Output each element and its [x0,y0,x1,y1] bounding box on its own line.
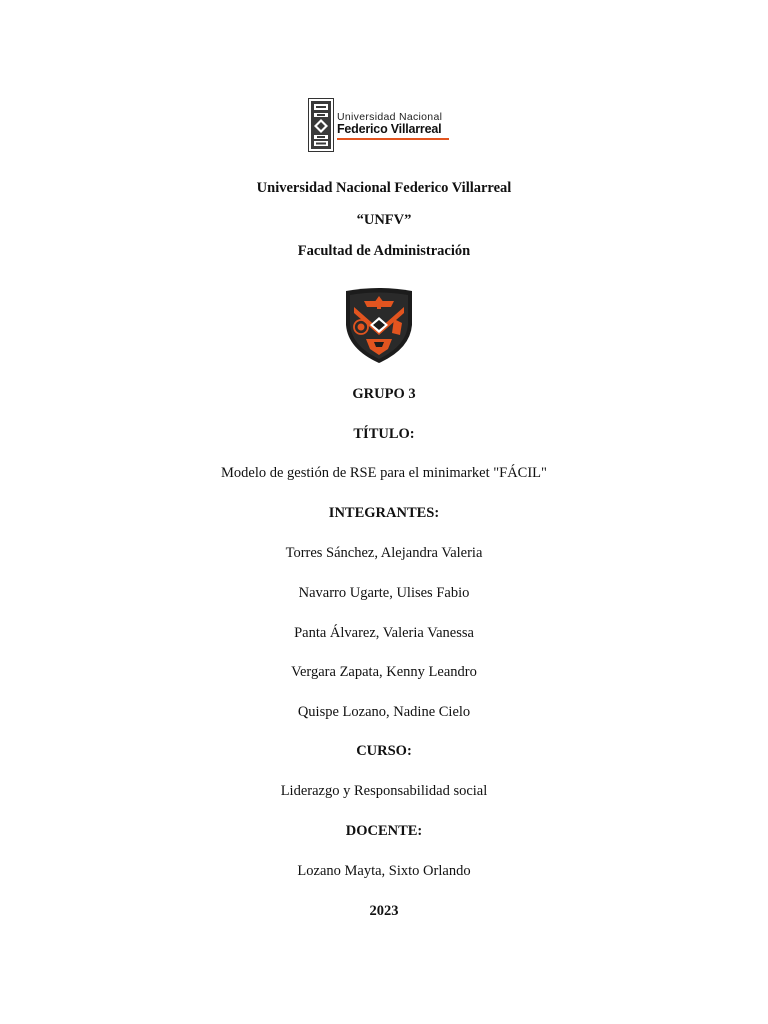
member-name: Torres Sánchez, Alejandra Valeria [285,545,483,561]
teacher-value: Lozano Mayta, Sixto Orlando [297,863,471,879]
member-name: Quispe Lozano, Nadine Cielo [297,704,471,720]
faculty-shield-icon [342,287,416,365]
members-label: INTEGRANTES: [328,505,440,521]
group-label: GRUPO 3 [352,386,416,402]
member-name: Navarro Ugarte, Ulises Fabio [298,585,470,601]
member-name: Vergara Zapata, Kenny Leandro [291,664,477,680]
university-emblem-icon [308,98,334,152]
logo-accent-rule [337,138,449,140]
university-logo [308,98,453,154]
logo-line-1: Universidad Nacional [337,111,443,123]
faculty-name: Facultad de Administración [297,243,471,259]
title-value: Modelo de gestión de RSE para el minimarket "FÁCIL" [221,465,547,481]
teacher-label: DOCENTE: [345,823,423,839]
title-label: TÍTULO: [353,426,415,442]
university-acronym: “UNFV” [356,212,412,228]
logo-line-2: Federico Villarreal [337,122,442,136]
course-label: CURSO: [356,743,412,759]
member-name: Panta Álvarez, Valeria Vanessa [294,625,474,641]
year: 2023 [369,903,399,919]
university-name: Universidad Nacional Federico Villarreal [256,180,512,196]
course-value: Liderazgo y Responsabilidad social [280,783,488,799]
